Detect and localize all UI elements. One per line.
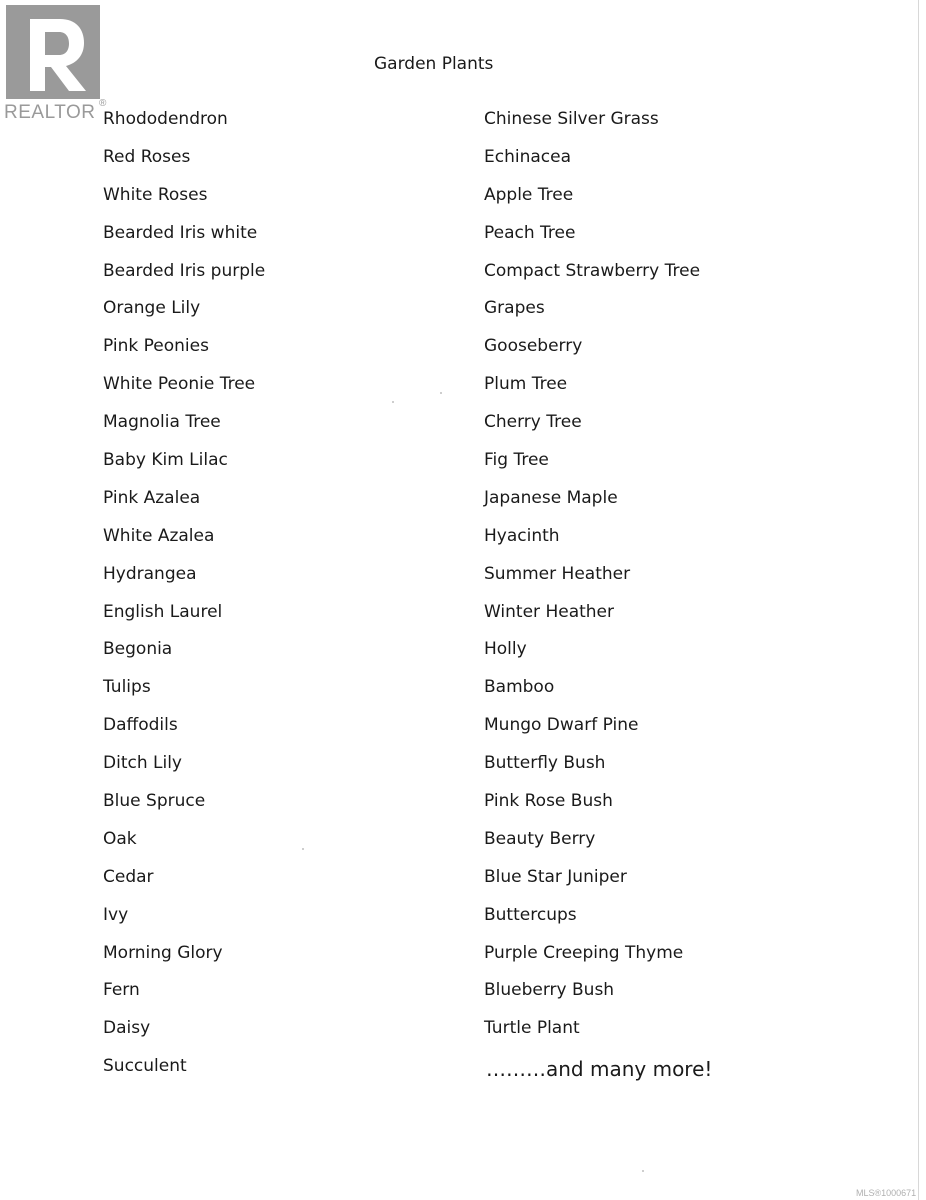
plant-list-right <box>484 109 700 1056</box>
closing-note: ………and many more! <box>486 1057 713 1081</box>
list-item: Compact Strawberry Tree <box>484 260 701 281</box>
list-item: Plum Tree <box>484 374 568 395</box>
list-item: White Peonie Tree <box>103 374 256 395</box>
registered-mark: ® <box>99 98 107 109</box>
list-item: Summer Heather <box>484 563 631 584</box>
list-item: Blue Star Juniper <box>484 866 627 887</box>
list-item: Bamboo <box>484 677 555 698</box>
list-item: White Azalea <box>103 525 215 546</box>
realtor-logo-mark-icon <box>6 5 100 99</box>
realtor-logo <box>4 5 108 127</box>
list-item: Pink Peonies <box>103 336 209 357</box>
list-item: Turtle Plant <box>484 1018 580 1039</box>
scan-speck <box>392 401 394 403</box>
list-item: Pink Rose Bush <box>484 791 613 812</box>
list-item: Hyacinth <box>484 525 560 546</box>
plant-list-left <box>103 109 265 1094</box>
list-item: Ivy <box>103 904 129 925</box>
list-item: Red Roses <box>103 146 191 167</box>
list-item: Apple Tree <box>484 184 574 205</box>
list-item: English Laurel <box>103 601 223 622</box>
scan-speck <box>642 1170 644 1172</box>
list-item: Hydrangea <box>103 563 197 584</box>
list-item: Mungo Dwarf Pine <box>484 715 639 736</box>
list-item: Blueberry Bush <box>484 980 615 1001</box>
list-item: White Roses <box>103 184 208 205</box>
list-item: Echinacea <box>484 146 572 167</box>
list-item: Butterfly Bush <box>484 753 606 774</box>
scan-edge-line <box>918 0 919 1200</box>
list-item: Japanese Maple <box>484 487 618 508</box>
list-item: Beauty Berry <box>484 828 596 849</box>
list-item: Cedar <box>103 866 154 887</box>
list-item: Tulips <box>103 677 151 698</box>
list-item: Buttercups <box>484 904 577 925</box>
list-item: Purple Creeping Thyme <box>484 942 684 963</box>
list-item: Grapes <box>484 298 545 319</box>
list-item: Chinese Silver Grass <box>484 109 659 129</box>
list-item: Succulent <box>103 1056 187 1077</box>
list-item: Fern <box>103 980 140 1001</box>
list-item: Ditch Lily <box>103 753 182 774</box>
list-item: Winter Heather <box>484 601 614 622</box>
list-item: Cherry Tree <box>484 412 582 433</box>
list-item: Pink Azalea <box>103 487 201 508</box>
list-item: Orange Lily <box>103 298 201 319</box>
list-item: Blue Spruce <box>103 791 206 812</box>
list-item: Daisy <box>103 1018 151 1039</box>
list-item: Holly <box>484 639 527 660</box>
list-item: Bearded Iris white <box>103 222 258 243</box>
list-item: Fig Tree <box>484 450 549 471</box>
realtor-logo-text: REALTOR <box>4 102 96 123</box>
scan-speck <box>302 848 304 850</box>
list-item: Bearded Iris purple <box>103 260 266 281</box>
list-item: Peach Tree <box>484 222 576 243</box>
realtor-r-icon <box>6 5 100 99</box>
list-item: Gooseberry <box>484 336 583 357</box>
list-item: Oak <box>103 828 137 849</box>
mls-number: MLS®1000671 <box>856 1188 917 1198</box>
list-item: Magnolia Tree <box>103 412 221 433</box>
scan-speck <box>440 392 442 394</box>
list-item: Begonia <box>103 639 173 660</box>
list-item: Rhododendron <box>103 109 228 129</box>
list-item: Baby Kim Lilac <box>103 450 228 471</box>
page-title: Garden Plants <box>374 54 494 74</box>
list-item: Daffodils <box>103 715 178 736</box>
list-item: Morning Glory <box>103 942 223 963</box>
